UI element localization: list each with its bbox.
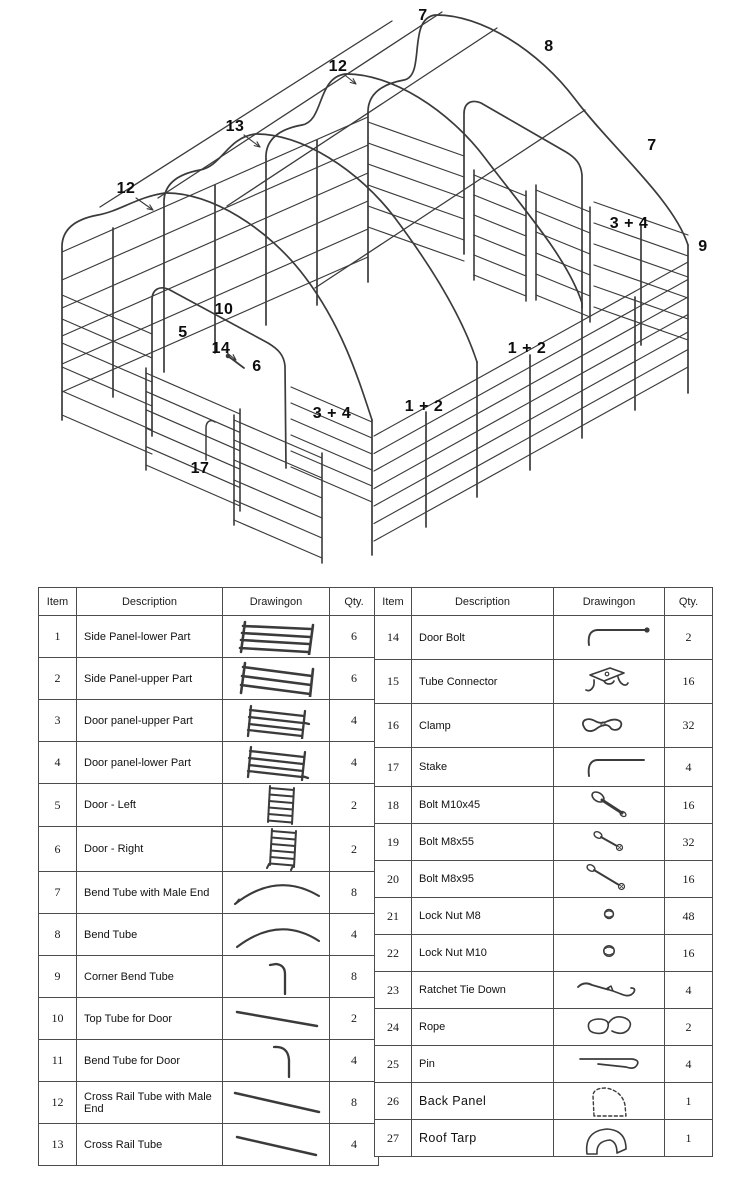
column-header: Qty. (665, 588, 713, 616)
parts-table-right (374, 587, 713, 1157)
table-row (375, 972, 713, 1009)
corner-bend-tube-icon (223, 956, 330, 998)
item-number: 13 (39, 1124, 77, 1166)
column-header: Item (39, 588, 77, 616)
part-description: Rope (412, 1009, 554, 1046)
item-number: 22 (375, 935, 412, 972)
part-qty: 16 (665, 861, 713, 898)
part-description: Door - Left (77, 784, 223, 827)
table-row (375, 616, 713, 660)
bend-tube-door-icon (223, 1040, 330, 1082)
part-callout-label: 8 (544, 38, 554, 55)
back-panel-icon (554, 1083, 665, 1120)
part-qty: 8 (330, 1082, 379, 1124)
table-row (39, 872, 379, 914)
part-description: Bend Tube with Male End (77, 872, 223, 914)
item-number: 9 (39, 956, 77, 998)
part-qty: 4 (665, 1046, 713, 1083)
part-callout-label: 13 (225, 118, 245, 135)
table-row (39, 1082, 379, 1124)
part-description: Cross Rail Tube with Male End (77, 1082, 223, 1124)
table-header-row (375, 588, 713, 616)
part-qty: 16 (665, 787, 713, 824)
parts-table-left (38, 587, 379, 1166)
table-row (39, 700, 379, 742)
part-description: Stake (412, 748, 554, 787)
part-qty: 1 (665, 1083, 713, 1120)
part-callout-label: 7 (418, 7, 428, 24)
bend-tube-icon (223, 914, 330, 956)
part-description: Door panel-upper Part (77, 700, 223, 742)
stake-icon (554, 748, 665, 787)
part-callout-label: 1 + 2 (507, 340, 547, 357)
bend-tube-male-end-icon (223, 872, 330, 914)
part-description: Tube Connector (412, 660, 554, 704)
part-description: Corner Bend Tube (77, 956, 223, 998)
part-description: Door panel-lower Part (77, 742, 223, 784)
part-description: Back Panel (412, 1083, 554, 1120)
part-qty: 32 (665, 824, 713, 861)
part-description: Roof Tarp (412, 1120, 554, 1157)
table-row (375, 1083, 713, 1120)
item-number: 8 (39, 914, 77, 956)
table-row (375, 1009, 713, 1046)
top-tube-door-icon (223, 998, 330, 1040)
cross-rail-icon (223, 1124, 330, 1166)
part-qty: 16 (665, 660, 713, 704)
part-qty: 2 (665, 1009, 713, 1046)
part-callout-label: 12 (116, 180, 136, 197)
table-row (375, 787, 713, 824)
item-number: 16 (375, 704, 412, 748)
part-callout-label: 12 (328, 58, 348, 75)
part-description: Bend Tube for Door (77, 1040, 223, 1082)
table-row (375, 935, 713, 972)
item-number: 5 (39, 784, 77, 827)
part-description: Lock Nut M8 (412, 898, 554, 935)
table-row (375, 660, 713, 704)
tube-connector-icon (554, 660, 665, 704)
table-row (39, 658, 379, 700)
part-qty: 4 (665, 972, 713, 1009)
part-description: Bend Tube (77, 914, 223, 956)
item-number: 19 (375, 824, 412, 861)
part-qty: 4 (330, 742, 379, 784)
column-header: Drawingon (223, 588, 330, 616)
part-callout-label: 3 + 4 (609, 215, 649, 232)
part-qty: 2 (330, 827, 379, 872)
part-description: Clamp (412, 704, 554, 748)
part-description: Pin (412, 1046, 554, 1083)
side-panel-upper-icon (223, 658, 330, 700)
table-row (375, 748, 713, 787)
cross-rail-male-end-icon (223, 1082, 330, 1124)
table-row (39, 616, 379, 658)
item-number: 3 (39, 700, 77, 742)
door-right-icon (223, 827, 330, 872)
part-description: Door Bolt (412, 616, 554, 660)
part-qty: 6 (330, 616, 379, 658)
pin-icon (554, 1046, 665, 1083)
lock-nut-m10-icon (554, 935, 665, 972)
item-number: 7 (39, 872, 77, 914)
part-callout-label: 1 + 2 (404, 398, 444, 415)
table-row (39, 827, 379, 872)
table-row (39, 742, 379, 784)
clamp-icon (554, 704, 665, 748)
item-number: 23 (375, 972, 412, 1009)
item-number: 25 (375, 1046, 412, 1083)
part-qty: 2 (330, 784, 379, 827)
part-qty: 4 (330, 914, 379, 956)
column-header: Description (412, 588, 554, 616)
item-number: 24 (375, 1009, 412, 1046)
item-number: 27 (375, 1120, 412, 1157)
part-description: Bolt M8x55 (412, 824, 554, 861)
part-qty: 8 (330, 956, 379, 998)
assembly-diagram (0, 0, 749, 580)
column-header: Item (375, 588, 412, 616)
table-row (39, 784, 379, 827)
part-qty: 4 (665, 748, 713, 787)
lock-nut-m8-icon (554, 898, 665, 935)
bolt-m8x55-icon (554, 824, 665, 861)
part-description: Side Panel-upper Part (77, 658, 223, 700)
part-description: Bolt M8x95 (412, 861, 554, 898)
part-callout-label: 17 (190, 460, 210, 477)
table-row (375, 898, 713, 935)
item-number: 12 (39, 1082, 77, 1124)
table-row (39, 998, 379, 1040)
part-callout-label: 6 (252, 358, 262, 375)
item-number: 1 (39, 616, 77, 658)
part-qty: 6 (330, 658, 379, 700)
item-number: 4 (39, 742, 77, 784)
item-number: 18 (375, 787, 412, 824)
part-qty: 8 (330, 872, 379, 914)
bolt-m10x45-icon (554, 787, 665, 824)
part-qty: 1 (665, 1120, 713, 1157)
table-row (375, 861, 713, 898)
table-row (375, 1046, 713, 1083)
table-row (39, 914, 379, 956)
part-callout-label: 14 (211, 340, 231, 357)
part-callout-label: 10 (214, 301, 234, 318)
part-description: Top Tube for Door (77, 998, 223, 1040)
part-qty: 32 (665, 704, 713, 748)
column-header: Description (77, 588, 223, 616)
table-row (375, 824, 713, 861)
table-row (375, 704, 713, 748)
item-number: 20 (375, 861, 412, 898)
item-number: 21 (375, 898, 412, 935)
part-description: Door - Right (77, 827, 223, 872)
part-description: Ratchet Tie Down (412, 972, 554, 1009)
part-callout-label: 9 (698, 238, 708, 255)
table-row (375, 1120, 713, 1157)
part-qty: 2 (665, 616, 713, 660)
ratchet-tie-down-icon (554, 972, 665, 1009)
roof-tarp-icon (554, 1120, 665, 1157)
item-number: 15 (375, 660, 412, 704)
column-header: Qty. (330, 588, 379, 616)
part-qty: 4 (330, 1124, 379, 1166)
door-panel-lower-icon (223, 742, 330, 784)
part-description: Cross Rail Tube (77, 1124, 223, 1166)
item-number: 2 (39, 658, 77, 700)
item-number: 26 (375, 1083, 412, 1120)
column-header: Drawingon (554, 588, 665, 616)
rope-icon (554, 1009, 665, 1046)
door-panel-upper-icon (223, 700, 330, 742)
part-qty: 16 (665, 935, 713, 972)
part-qty: 4 (330, 700, 379, 742)
part-callout-label: 3 + 4 (312, 405, 352, 422)
part-callout-label: 5 (178, 324, 188, 341)
table-header-row (39, 588, 379, 616)
bolt-m8x95-icon (554, 861, 665, 898)
assembly-diagram-drawing (0, 0, 749, 578)
item-number: 10 (39, 998, 77, 1040)
part-qty: 2 (330, 998, 379, 1040)
table-row (39, 1040, 379, 1082)
part-qty: 48 (665, 898, 713, 935)
part-description: Bolt M10x45 (412, 787, 554, 824)
table-row (39, 1124, 379, 1166)
item-number: 14 (375, 616, 412, 660)
item-number: 17 (375, 748, 412, 787)
part-callout-label: 7 (647, 137, 657, 154)
door-bolt-icon (554, 616, 665, 660)
item-number: 6 (39, 827, 77, 872)
part-description: Side Panel-lower Part (77, 616, 223, 658)
side-panel-lower-icon (223, 616, 330, 658)
door-left-icon (223, 784, 330, 827)
part-description: Lock Nut M10 (412, 935, 554, 972)
table-row (39, 956, 379, 998)
part-qty: 4 (330, 1040, 379, 1082)
item-number: 11 (39, 1040, 77, 1082)
